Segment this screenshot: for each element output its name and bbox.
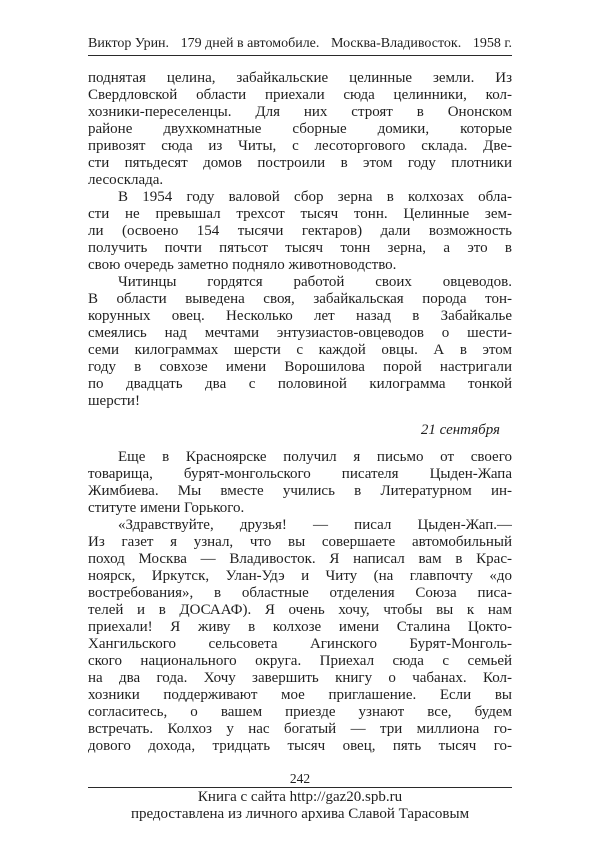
text-line: ституте имени Горького. xyxy=(88,500,245,516)
text-line: дового дохода, тридцать тысяч овец, пять тысяч го- xyxy=(88,738,512,754)
text-line: на два года. Хочу завершить книгу о чабанах. Кол- xyxy=(88,670,512,686)
text-line: согласитесь, о вашем приезде узнают все, будем xyxy=(88,704,512,720)
header-author: Виктор Урин. xyxy=(88,36,170,51)
text-line: по двадцать два с половиной килограмма тонкой xyxy=(88,376,512,392)
paragraph xyxy=(88,70,512,189)
text-line: хозники поддерживают мое приглашение. Если вы xyxy=(88,687,512,703)
text-line: телей и в ДОСААФ). Я очень хочу, чтобы вы к нам xyxy=(88,602,512,618)
header-book-title: 179 дней в автомобиле. xyxy=(180,36,320,51)
text-line: Еще в Красноярске получил я письмо от своего xyxy=(118,449,512,465)
text-block xyxy=(88,0,512,822)
text-line: ли (освоено 154 тысячи гектаров) дали возможность xyxy=(88,223,512,239)
paragraph xyxy=(88,189,512,274)
text-line: хозники-переселенцы. Для них строят в Ононском xyxy=(88,104,512,120)
text-line: «Здравствуйте, друзья! — писал Цыден-Жап.— xyxy=(118,517,512,533)
text-line: привозят сюда из Читы, с лесоторгового склада. Две- xyxy=(88,138,512,154)
text-line: ского национального округа. Приехал сюда с семьей xyxy=(88,653,512,669)
footer-credit-line: предоставлена из личного архива Славой Тарасовым xyxy=(130,805,470,822)
text-line: году в совхозе имени Ворошилова порой настригали xyxy=(88,359,512,375)
date-heading: 21 сентября xyxy=(420,422,500,438)
text-line: встречать. Колхоз у нас богатый — три миллиона го- xyxy=(88,721,512,737)
text-line: поход Москва — Владивосток. Я написал вам в Крас- xyxy=(88,551,512,567)
text-line: районе двухкомнатные сборные домики, которые xyxy=(88,121,512,137)
page-body xyxy=(88,70,512,755)
footer-source-line: Книга с сайта http://gaz20.spb.ru xyxy=(197,789,403,805)
text-line: смеялись над мечтами энтузиастов-овцеводов о шести- xyxy=(88,325,512,341)
text-line: сти не превышал трехсот тысяч тонн. Целинные зем- xyxy=(88,206,512,222)
text-line: приехали! Я живу в колхозе имени Сталина Цокто- xyxy=(88,619,512,635)
running-header xyxy=(88,0,512,52)
text-line: Свердловской области приехали сюда целинники, кол- xyxy=(88,87,512,103)
text-line: сти пятьдесят домов построили в этом году плотники xyxy=(88,155,512,171)
text-line: семи килограммах шерсти с каждой овцы. А в этом xyxy=(88,342,512,358)
paragraph xyxy=(88,517,512,755)
text-line: получить почти пятьсот тысяч тонн зерна, а это в xyxy=(88,240,512,256)
text-line: В 1954 году валовой сбор зерна в колхозах обла- xyxy=(118,189,512,205)
text-line: поднятая целина, забайкальские целинные земли. Из xyxy=(88,70,512,86)
text-line: Из газет я узнал, что вы совершаете автомобильный xyxy=(88,534,512,550)
text-line: товарища, бурят-монгольского писателя Цыден-Жапа xyxy=(88,466,512,482)
paragraph xyxy=(88,274,512,410)
text-line: свою очередь заметно подняло животноводство. xyxy=(88,257,397,273)
text-line: Хангильского сельсовета Агинского Бурят-Монголь- xyxy=(88,636,512,652)
text-line: корунных овец. Несколько лет назад в Забайкалье xyxy=(88,308,512,324)
header-year: 1958 г. xyxy=(472,36,512,51)
text-line: В области выведена своя, забайкальская порода тон- xyxy=(88,291,512,307)
footer-rule xyxy=(88,787,512,788)
paragraph xyxy=(88,449,512,517)
text-line: востребования», в областные отделения Союза писа- xyxy=(88,585,512,601)
text-line: ноярск, Иркутск, Улан-Удэ и Читу (на главпочту «до xyxy=(88,568,512,584)
text-line: шерсти! xyxy=(88,393,140,409)
text-line: Жимбиева. Мы вместе учились в Литературном ин- xyxy=(88,483,512,499)
page-number: 242 xyxy=(289,771,311,786)
header-rule xyxy=(88,55,512,56)
header-route: Москва-Владивосток. xyxy=(330,36,462,51)
text-line: Читинцы гордятся работой своих овцеводов. xyxy=(118,274,512,290)
text-line: лесосклада. xyxy=(88,172,164,188)
